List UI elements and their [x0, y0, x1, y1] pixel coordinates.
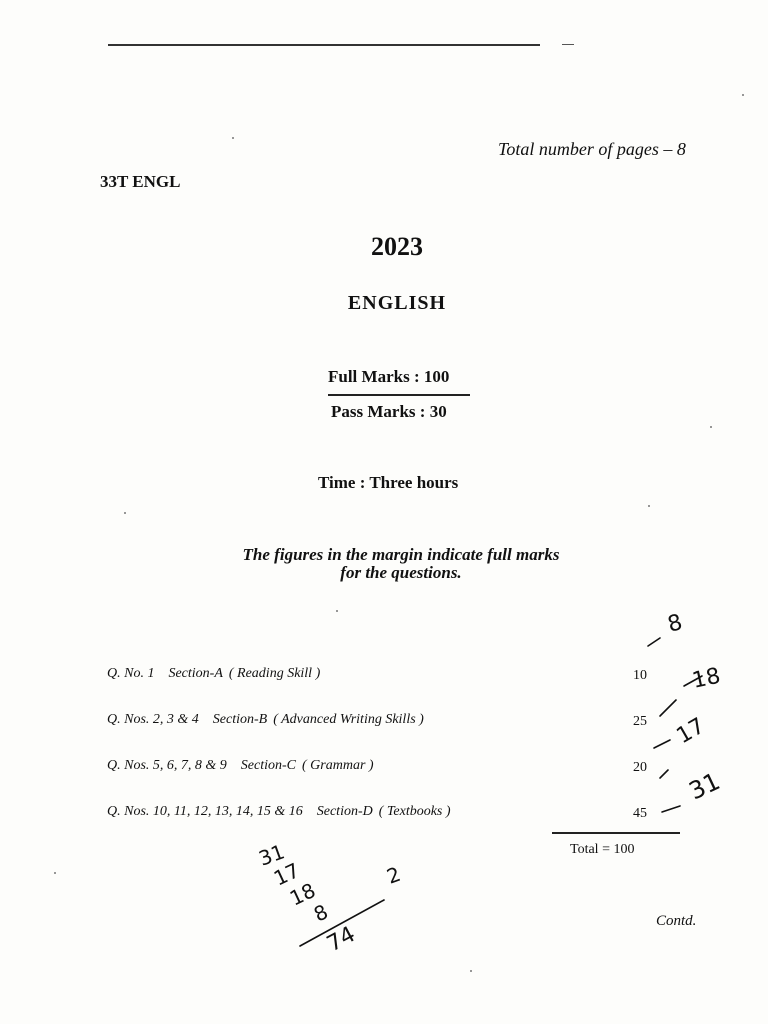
question-marks: 25 — [633, 714, 647, 729]
scan-speck — [742, 94, 744, 96]
section-topic: ( Grammar ) — [302, 758, 374, 773]
question-number: Q. Nos. 2, 3 & 4 — [107, 712, 199, 727]
handwritten-mark: 18 — [690, 663, 723, 694]
question-row — [107, 666, 320, 682]
pen-tick-mark — [648, 638, 660, 646]
question-number: Q. No. 1 — [107, 666, 155, 681]
total-marks: Total = 100 — [570, 842, 635, 857]
question-row — [107, 804, 451, 820]
scan-speck — [710, 426, 712, 428]
section-topic: ( Textbooks ) — [378, 804, 451, 819]
subject-title: ENGLISH — [347, 292, 447, 314]
continued-note: Contd. — [656, 913, 697, 929]
pass-marks: Pass Marks : 30 — [331, 402, 447, 421]
question-number: Q. Nos. 10, 11, 12, 13, 14, 15 & 16 — [107, 804, 303, 819]
handwritten-sum-term: 17 — [269, 858, 304, 891]
instruction-line-1: The figures in the margin indicate full marks — [242, 545, 560, 564]
handwritten-sum-term: 31 — [255, 839, 288, 871]
full-marks: Full Marks : 100 — [328, 367, 450, 386]
pen-tick-mark — [662, 806, 680, 812]
question-row — [107, 712, 424, 728]
handwritten-sum-result: 74 — [323, 922, 360, 958]
handwritten-mark: 31 — [684, 767, 725, 806]
scan-speck — [232, 137, 234, 139]
handwritten-mark: 8 — [665, 610, 686, 638]
section-name: Section-B — [212, 712, 268, 727]
section-topic: ( Advanced Writing Skills ) — [273, 712, 424, 727]
instruction-line-2: for the questions. — [340, 563, 462, 582]
exam-year: 2023 — [371, 232, 423, 261]
pen-tick-mark — [660, 770, 668, 778]
total-pages-note: Total number of pages – 8 — [498, 139, 686, 159]
exam-time: Time : Three hours — [318, 473, 459, 492]
scan-speck — [648, 505, 650, 507]
handwritten-sum-term: 8 — [309, 899, 332, 927]
scan-speck — [124, 512, 126, 514]
question-marks: 10 — [633, 668, 647, 683]
pen-tick-mark — [684, 676, 702, 686]
handwritten-mark: 17 — [672, 713, 710, 750]
pen-tick-mark — [654, 740, 670, 748]
question-row — [107, 758, 374, 774]
total-divider — [552, 832, 680, 834]
marks-divider — [328, 394, 470, 396]
pen-tick-mark — [660, 700, 676, 716]
section-name: Section-C — [240, 758, 297, 773]
scan-speck — [54, 872, 56, 874]
paper-code: 33T ENGL — [100, 172, 181, 191]
scan-speck — [336, 610, 338, 612]
instruction-note — [205, 546, 597, 582]
pen-sum-line — [300, 900, 384, 946]
top-rule — [108, 44, 540, 46]
section-topic: ( Reading Skill ) — [228, 666, 321, 681]
question-number: Q. Nos. 5, 6, 7, 8 & 9 — [107, 758, 227, 773]
handwritten-note: 2 — [383, 861, 404, 889]
question-marks: 45 — [633, 806, 647, 821]
handwritten-sum-term: 18 — [285, 878, 320, 911]
section-name: Section-D — [316, 804, 373, 819]
scan-speck — [470, 970, 472, 972]
question-marks: 20 — [633, 760, 647, 775]
section-name: Section-A — [168, 666, 223, 681]
top-rule-tick — [562, 44, 574, 45]
